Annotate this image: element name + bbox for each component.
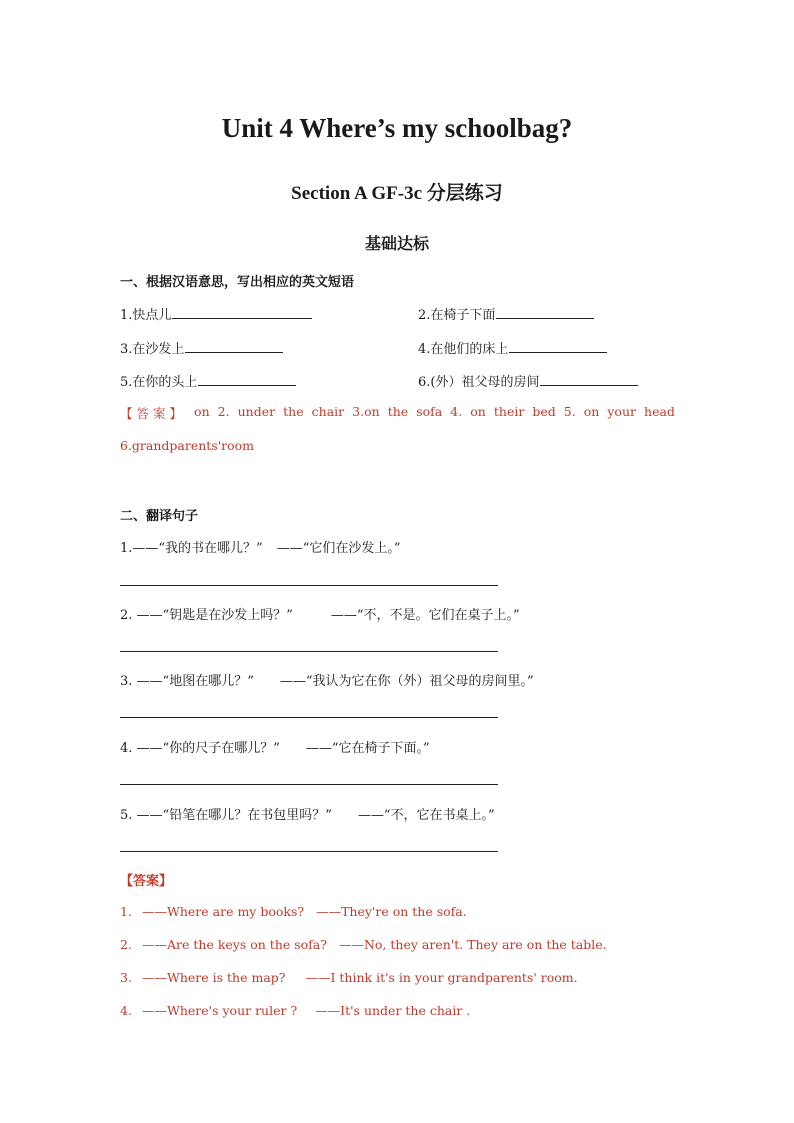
part2-heading: 二、翻译句子: [120, 509, 199, 524]
sentence-item: 3. ——“地图在哪儿？” ——“我认为它在你（外）祖父母的房间里。”: [120, 674, 534, 689]
answer-item: 4. ——Where's your ruler ? ——It's under the chair .: [120, 1003, 471, 1018]
answer-token: bed: [532, 404, 556, 419]
phrase-item: 5.在你的头上: [120, 371, 296, 390]
answer-token: on: [470, 404, 486, 419]
answer-token: the: [283, 404, 304, 419]
answer-token: on: [194, 404, 210, 419]
answer-token: sofa: [416, 404, 443, 419]
answer-item: 1. ——Where are my books? ——They're on the sofa.: [120, 904, 467, 919]
phrase-item: 2.在椅子下面: [418, 304, 594, 323]
sentence-item: 4. ——“你的尺子在哪儿？” ——“它在椅子下面。”: [120, 741, 430, 756]
answer-line[interactable]: [120, 784, 498, 785]
sentence-item: 5. ——“铅笔在哪儿？在书包里吗？” ——“不，它在书桌上。”: [120, 808, 495, 823]
answer-token: 5.: [563, 404, 576, 419]
part1-answer: [120, 404, 675, 422]
page-title: Unit 4 Where’s my schoolbag?: [221, 113, 573, 143]
answer-line[interactable]: [120, 717, 498, 718]
part1-answer-line2: 6.grandparents'room: [120, 438, 255, 453]
phrase-item: 4.在他们的床上: [418, 338, 607, 357]
answer-blank[interactable]: [496, 307, 594, 319]
answer-blank[interactable]: [509, 341, 607, 353]
answer-blank[interactable]: [185, 341, 283, 353]
answer-token: 4.: [450, 404, 463, 419]
answer-token: 3.on: [352, 404, 380, 419]
answer-item: 3. ——Where is the map? ——I think it's in your grandparents' room.: [120, 970, 578, 985]
answer-label: 【答案】: [120, 406, 187, 421]
answer-token: head: [644, 404, 675, 419]
level-heading: 基础达标: [364, 234, 429, 253]
answer-line[interactable]: [120, 851, 498, 852]
answer-line[interactable]: [120, 651, 498, 652]
answer-blank[interactable]: [540, 374, 638, 386]
answer-token: chair: [311, 404, 345, 419]
answer-blank[interactable]: [172, 307, 312, 319]
phrase-item: 6.(外）祖父母的房间: [418, 371, 638, 390]
section-subtitle: Section A GF-3c 分层练习: [291, 183, 503, 204]
answer-token: your: [607, 404, 636, 419]
sentence-item: 2. ——“钥匙是在沙发上吗？” ——“不，不是。它们在桌子上。”: [120, 608, 520, 623]
answer-blank[interactable]: [198, 374, 296, 386]
answer-token: the: [387, 404, 409, 419]
part1-heading: 一、根据汉语意思，写出相应的英文短语: [120, 275, 355, 290]
answer-line[interactable]: [120, 585, 498, 586]
phrase-item: 1.快点儿: [120, 304, 312, 323]
answer-token: their: [493, 404, 525, 419]
part2-answer-label: 【答案】: [120, 874, 173, 889]
answer-token: 2.: [217, 404, 230, 419]
sentence-item: 1.——“我的书在哪儿？” ——“它们在沙发上。”: [120, 541, 401, 556]
answer-token: under: [237, 404, 276, 419]
phrase-item: 3.在沙发上: [120, 338, 283, 357]
answer-token: on: [583, 404, 600, 419]
answer-item: 2. ——Are the keys on the sofa? ——No, they aren't. They are on the table.: [120, 937, 607, 952]
